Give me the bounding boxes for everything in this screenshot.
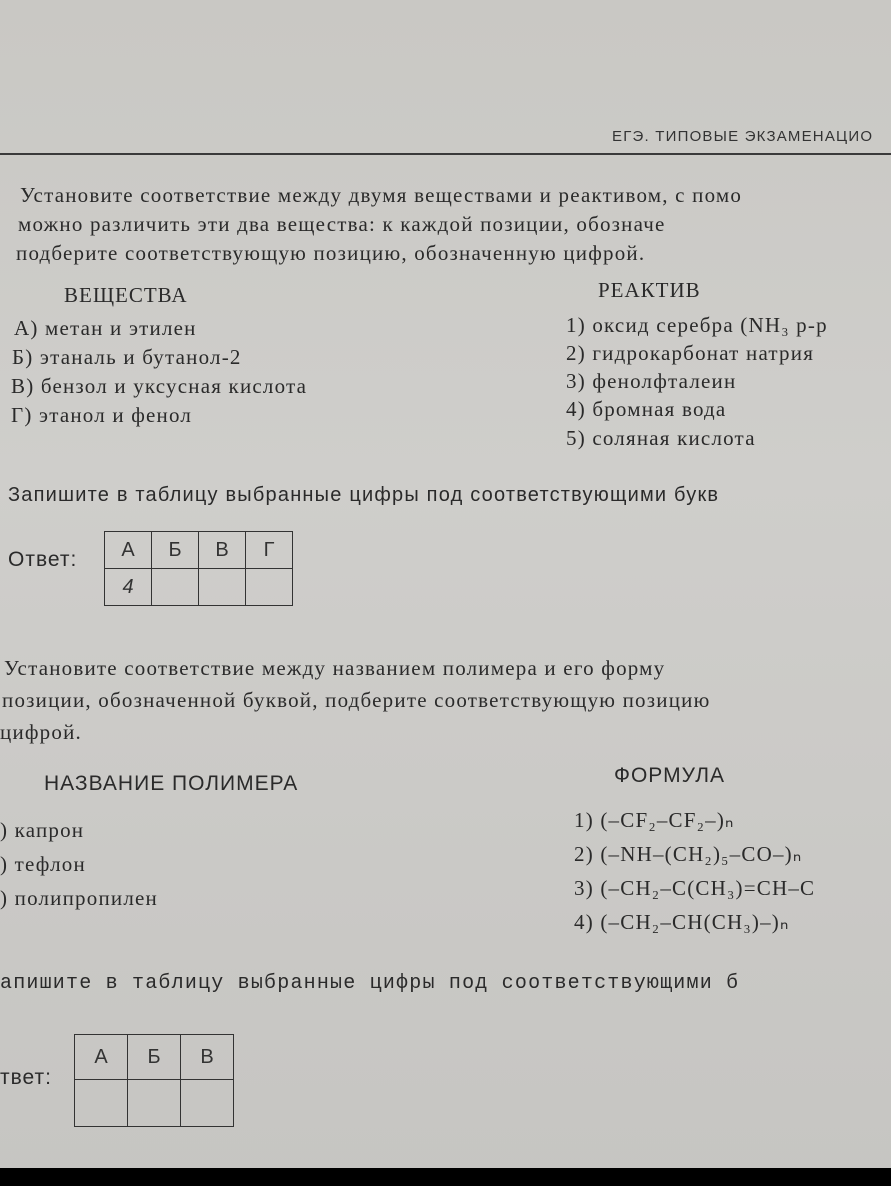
instruction-line: Установите соответствие между двумя веществами и реактивом, с помо bbox=[20, 183, 743, 207]
answer-value-row bbox=[75, 1080, 234, 1127]
answer-header-v: В bbox=[181, 1035, 234, 1080]
list-item: ) полипропилен bbox=[0, 886, 158, 910]
answer-header-v: В bbox=[199, 532, 246, 569]
answer-header-b: Б bbox=[152, 532, 199, 569]
header-rule bbox=[0, 153, 891, 155]
list-item: ) тефлон bbox=[0, 852, 86, 876]
answer-header-b: Б bbox=[128, 1035, 181, 1080]
list-item: 2) гидрокарбонат натрия bbox=[566, 341, 815, 365]
write-instruction: апишите в таблицу выбранные цифры под соответствующими б bbox=[0, 972, 740, 995]
answer-cell-a[interactable]: 4 bbox=[105, 569, 152, 606]
write-instruction: Запишите в таблицу выбранные цифры под соответствующими букв bbox=[8, 484, 720, 506]
answer-table bbox=[104, 531, 293, 606]
page-bottom-edge bbox=[0, 1168, 891, 1186]
list-item: Б) этаналь и бутанол-2 bbox=[12, 345, 242, 369]
reagent-heading: РЕАКТИВ bbox=[598, 278, 701, 302]
list-item: Г) этанол и фенол bbox=[11, 403, 193, 427]
list-item: В) бензол и уксусная кислота bbox=[11, 374, 308, 398]
polymer-name-heading: НАЗВАНИЕ ПОЛИМЕРА bbox=[44, 772, 299, 795]
instruction-line: цифрой. bbox=[0, 720, 82, 744]
answer-label: твет: bbox=[0, 1066, 52, 1089]
instruction-line: подберите соответствующую позицию, обозначенную цифрой. bbox=[16, 241, 646, 265]
answer-header-a: А bbox=[105, 532, 152, 569]
instruction-line: позиции, обозначенной буквой, подберите соответствующую позицию bbox=[2, 688, 711, 712]
list-item: 3) фенолфталеин bbox=[566, 369, 737, 393]
answer-table bbox=[74, 1034, 234, 1127]
instruction-line: Установите соответствие между названием полимера и его форму bbox=[4, 656, 666, 680]
answer-value-row bbox=[105, 569, 293, 606]
answer-cell-v[interactable] bbox=[181, 1080, 234, 1127]
header-title: ЕГЭ. ТИПОВЫЕ ЭКЗАМЕНАЦИО bbox=[612, 128, 874, 145]
formula-heading: ФОРМУЛА bbox=[614, 764, 725, 787]
answer-cell-g[interactable] bbox=[246, 569, 293, 606]
list-item: А) метан и этилен bbox=[14, 316, 197, 340]
answer-cell-v[interactable] bbox=[199, 569, 246, 606]
answer-cell-b[interactable] bbox=[152, 569, 199, 606]
instruction-line: можно различить эти два вещества: к каждой позиции, обозначе bbox=[18, 212, 666, 236]
list-item: 4) (–CH₂–CH(CH₃)–)ₙ bbox=[574, 910, 790, 934]
list-item: 3) (–CH₂–C(CH₃)=CH–C bbox=[574, 876, 816, 900]
substances-heading: ВЕЩЕСТВА bbox=[64, 283, 188, 307]
list-item: 4) бромная вода bbox=[566, 397, 727, 421]
answer-cell-a[interactable] bbox=[75, 1080, 128, 1127]
answer-cell-b[interactable] bbox=[128, 1080, 181, 1127]
list-item: 1) (–CF₂–CF₂–)ₙ bbox=[574, 808, 735, 832]
answer-label: Ответ: bbox=[8, 548, 78, 571]
answer-header-row bbox=[105, 532, 293, 569]
answer-header-a: А bbox=[75, 1035, 128, 1080]
list-item: 5) соляная кислота bbox=[566, 426, 756, 450]
answer-header-g: Г bbox=[246, 532, 293, 569]
answer-header-row bbox=[75, 1035, 234, 1080]
list-item: 1) оксид серебра (NH₃ р-р bbox=[566, 313, 828, 337]
list-item: ) капрон bbox=[0, 818, 85, 842]
list-item: 2) (–NH–(CH₂)₅–CO–)ₙ bbox=[574, 842, 803, 866]
